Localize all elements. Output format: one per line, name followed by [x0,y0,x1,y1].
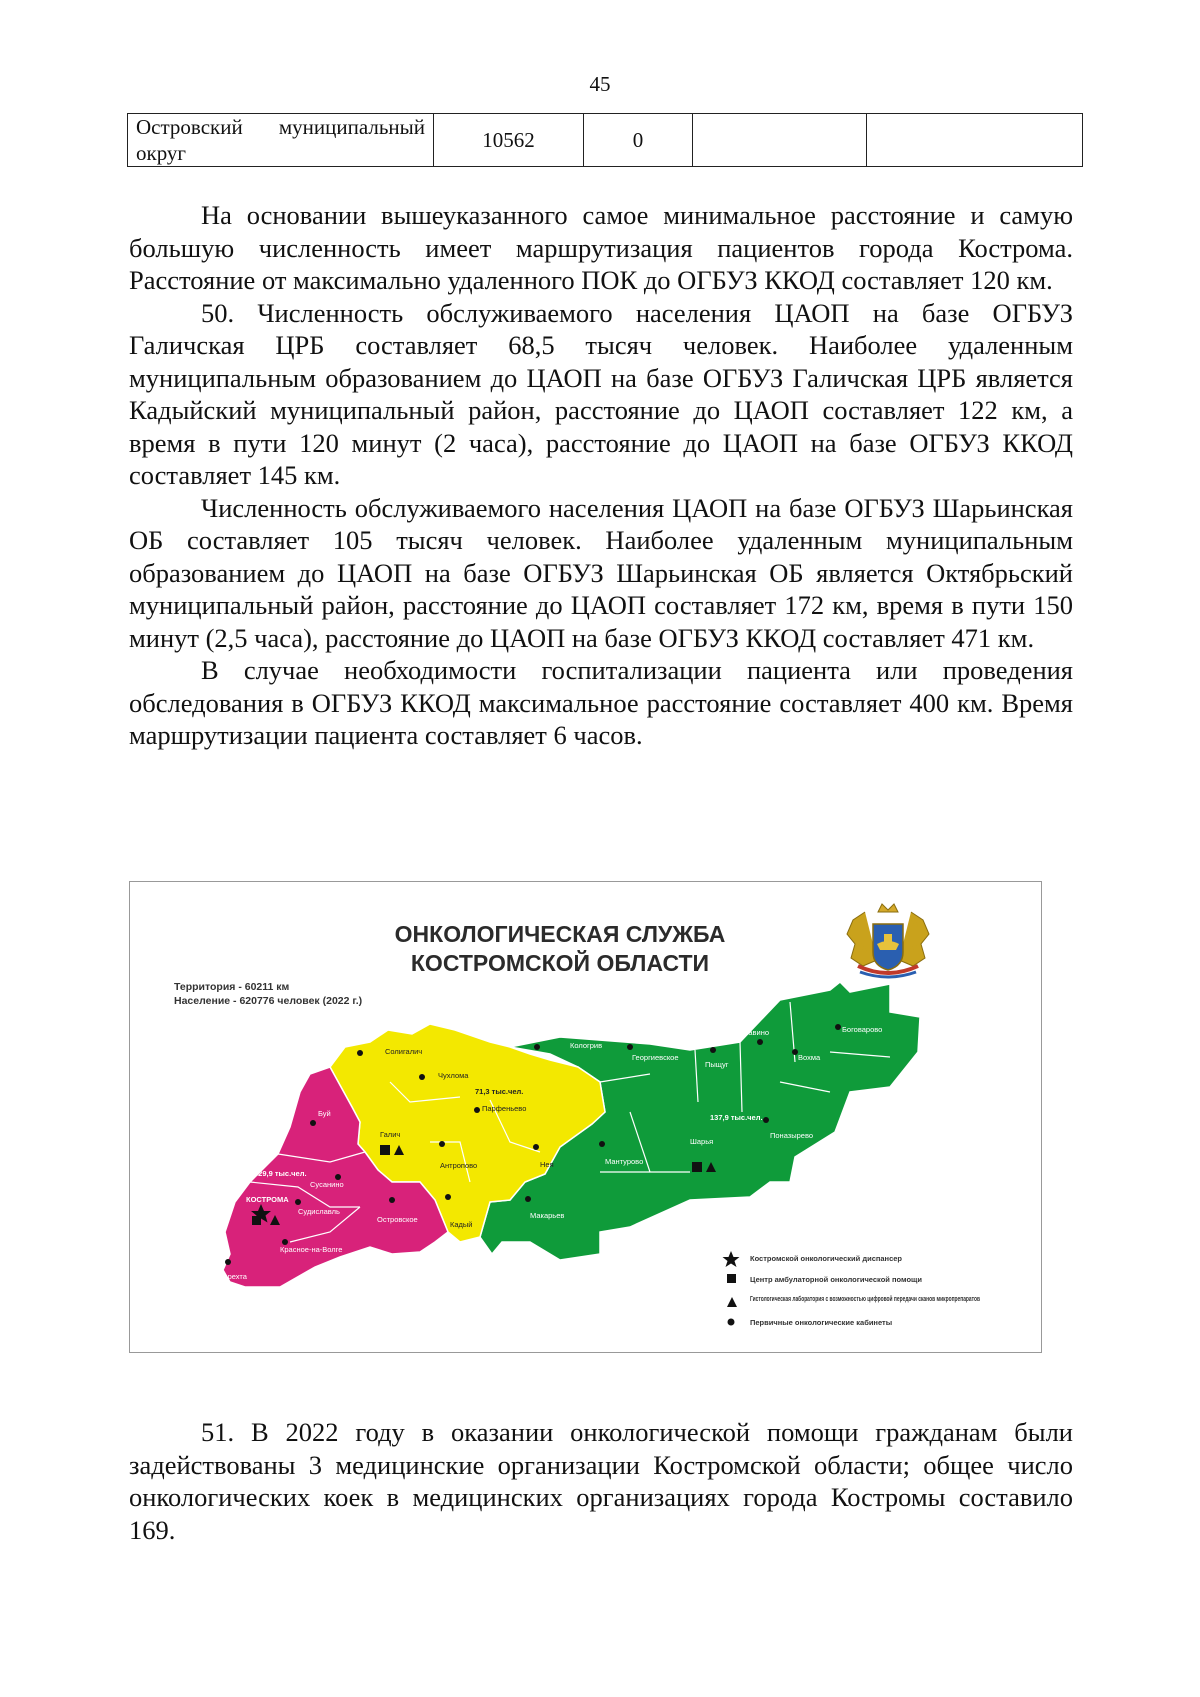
city-dot [445,1194,451,1200]
city-dot [835,1024,841,1030]
table-cell-value: 0 [584,114,693,167]
city-label: Островское [377,1215,418,1224]
city-label: Вохма [798,1053,821,1062]
city-dot [534,1044,540,1050]
city-dot [225,1259,231,1265]
legend-label: Костромской онкологический диспансер [750,1254,903,1263]
city-label: Буй [318,1109,331,1118]
coat-of-arms-icon [847,904,929,977]
square-icon [380,1145,390,1155]
city-dot [525,1196,531,1202]
city-label: Красное-на-Волге [280,1245,343,1254]
table-cell-empty-1 [693,114,867,167]
city-label: Галич [380,1130,401,1139]
city-label: Солигалич [385,1047,423,1056]
circle-icon [728,1319,735,1326]
city-label: Антропово [440,1161,478,1170]
page-number: 45 [589,72,611,96]
paragraph: 51. В 2022 году в оказании онкологической помощи гражданам были задействованы 3 медицинские организации Костромской области; общее число онкологических коек в медицинских организациях города Костромы составило 169. [129,1417,1073,1545]
table-cell-population: 10562 [434,114,584,167]
city-dot [533,1144,539,1150]
city-label: Сусанино [310,1180,344,1189]
map-legend [723,1251,981,1327]
city-label: Парфеньево [482,1104,527,1113]
body-text-bottom [129,1416,1073,1546]
city-label: Кадый [450,1220,473,1229]
city-label: Георгиевское [632,1053,679,1062]
city-dot [419,1074,425,1080]
map-title-line2: КОСТРОМСКОЙ ОБЛАСТИ [410,950,710,976]
paragraph: В случае необходимости госпитализации пациента или проведения обследования в ОГБУЗ ККОД максимальное расстояние составляет 400 км. Время маршрутизации пациента составляет 6 часов. [129,655,1073,750]
body-text-top [129,199,1073,752]
city-dot [757,1039,763,1045]
legend-label-line1: Гистологическая лаборатория с возможностью цифровой передачи сканов микропрепаратов [750,1294,981,1303]
zone-label-green: 137,9 тыс.чел. [710,1113,763,1122]
city-label: Чухлома [438,1071,469,1080]
table-row [128,114,1083,167]
city-label: Макарьев [530,1211,565,1220]
star-icon [723,1251,740,1267]
table-cell-district: Островский муниципальный округ [128,114,434,167]
map-title-line1: ОНКОЛОГИЧЕСКАЯ СЛУЖБА [394,921,726,947]
square-icon [252,1216,261,1225]
city-dot [310,1120,316,1126]
city-label: Нея [540,1160,554,1169]
legend-label: Центр амбулаторной онкологической помощи [750,1275,922,1284]
city-label: Судиславль [298,1207,340,1216]
legend-label: Первичные онкологические кабинеты [750,1318,893,1327]
city-dot [389,1197,395,1203]
city-label: Пыщуг [705,1060,729,1069]
city-label: Шарья [690,1137,714,1146]
city-dot [295,1199,301,1205]
city-label: Кологрив [570,1041,603,1050]
city-label: Павино [743,1028,770,1037]
paragraph: Численность обслуживаемого населения ЦАОП на базе ОГБУЗ Шарьинская ОБ составляет 105 тысяч человек. Наиболее удаленным муниципальным образованием до ЦАОП на базе ОГБУЗ Шарьинская ОБ является Октябрьский муниципальный район, расстояние до ЦАОП составляет 172 км, время в пути 150 минут (2,5 часа), расстояние до ЦАОП на базе ОГБУЗ ККОД составляет 471 км. [129,492,1073,653]
map-territory: Территория - 60211 км [174,981,290,993]
table-cell-empty-2 [867,114,1083,167]
city-dot [474,1107,480,1113]
city-dot [710,1047,716,1053]
square-icon [692,1162,702,1172]
city-label: Поназырево [770,1131,814,1140]
oncology-service-map [129,881,1042,1353]
zone-label-pink: 429,9 тыс.чел. [254,1169,307,1178]
city-label: Нерехта [218,1272,247,1281]
triangle-icon [727,1297,737,1307]
city-dot [763,1117,769,1123]
city-label: Боговарово [842,1025,883,1034]
paragraph: 50. Численность обслуживаемого населения ЦАОП на базе ОГБУЗ Галичская ЦРБ составляет 68,5 тысяч человек. Наиболее удаленным муниципальным образованием до ЦАОП на базе ОГБУЗ Галичская ЦРБ является Кадыйский муниципальный район, расстояние до ЦАОП составляет 122 км, а время в пути 120 минут (2 часа), расстояние до ЦАОП на базе ОГБУЗ ККОД составляет 145 км. [129,297,1073,490]
city-dot [439,1141,445,1147]
paragraph: На основании вышеуказанного самое минимальное расстояние и самую большую численность имеет маршрутизация пациентов города Кострома. Расстояние от максимально удаленного ПОК до ОГБУЗ ККОД составляет 120 км. [129,200,1073,295]
city-dot [599,1141,605,1147]
zone-label-yellow: 71,3 тыс.чел. [475,1087,524,1096]
data-table [127,113,1083,167]
square-icon [727,1274,736,1283]
city-label: Мантурово [605,1157,644,1166]
city-dot [627,1044,633,1050]
map-population: Население - 620776 человек (2022 г.) [174,995,363,1007]
city-label: КОСТРОМА [246,1195,289,1204]
city-dot [357,1050,363,1056]
